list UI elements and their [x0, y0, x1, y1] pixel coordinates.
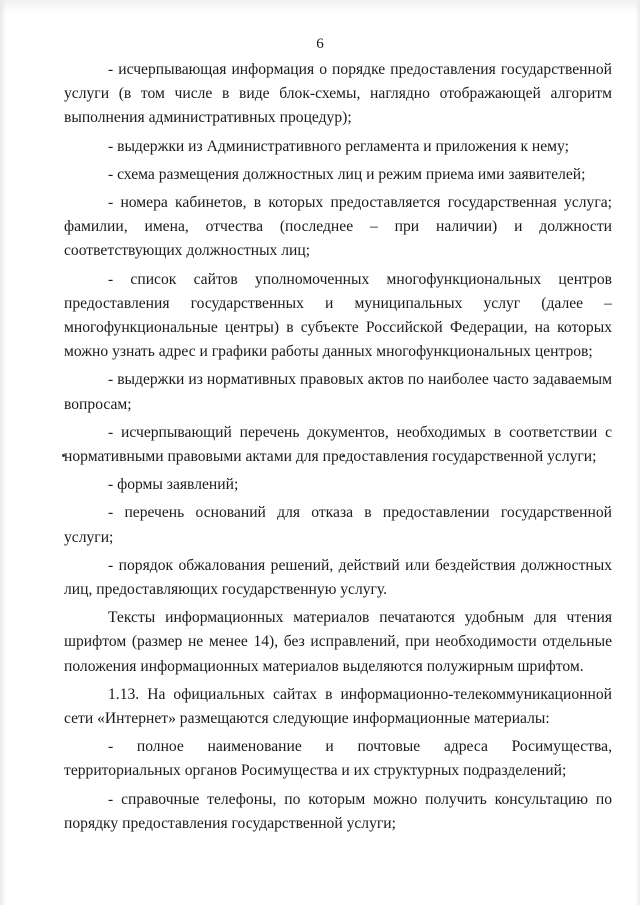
document-body: [64, 58, 612, 840]
scan-edge-right: [635, 0, 640, 905]
paragraph: - номера кабинетов, в которых предоставляется государственная услуга; фамилии, имена, отчества (последнее – при наличии) и должности соответствующих должностных лиц;: [64, 194, 612, 260]
paragraph: - список сайтов уполномоченных многофункциональных центров предоставления государственных и муниципальных услуг (далее – многофункциональные центры) в субъекте Российской Федерации, на которых можно узнать адрес и графики работы данных многофункциональных центров;: [64, 270, 612, 361]
paragraph: - справочные телефоны, по которым можно получить консультацию по порядку предоставления государственной услуги;: [64, 790, 612, 832]
paragraph: - порядок обжалования решений, действий или бездействия должностных лиц, предоставляющих государственную услугу.: [64, 556, 612, 599]
scan-edge-left: [0, 0, 6, 905]
paragraph: - формы заявлений;: [108, 476, 239, 494]
paragraph: - полное наименование и почтовые адреса Росимущества, территориальных органов Росимущества и их структурных подразделений;: [64, 738, 612, 780]
paragraph: - выдержки из Административного регламента и приложения к нему;: [108, 137, 569, 155]
page-number: 6: [316, 36, 324, 52]
paragraph: - исчерпывающий перечень документов, необходимых в соответствии с нормативными правовыми актами для предоставления государственной услуги;: [64, 423, 612, 466]
paragraph: - схема размещения должностных лиц и режим приема ими заявителей;: [108, 165, 586, 183]
section-paragraph: 1.13. На официальных сайтах в информационно-телекоммуникационной сети «Интернет» размещаются следующие информационные материалы:: [64, 685, 612, 728]
paragraph: - выдержки из нормативных правовых актов по наиболее часто задаваемым вопросам;: [64, 371, 612, 413]
scan-edge-top: [0, 0, 640, 14]
paragraph: Тексты информационных материалов печатаются удобным для чтения шрифтом (размер не менее 14), без исправлений, при необходимости отдельные положения информационных материалов выделяются полужирным шрифтом.: [64, 609, 612, 675]
paragraph: - исчерпывающая информация о порядке предоставления государственной услуги (в том числе в виде блок-схемы, наглядно отображающей алгоритм выполнения административных процедур);: [64, 61, 612, 127]
paragraph: - перечень оснований для отказа в предоставлении государственной услуги;: [64, 504, 612, 546]
